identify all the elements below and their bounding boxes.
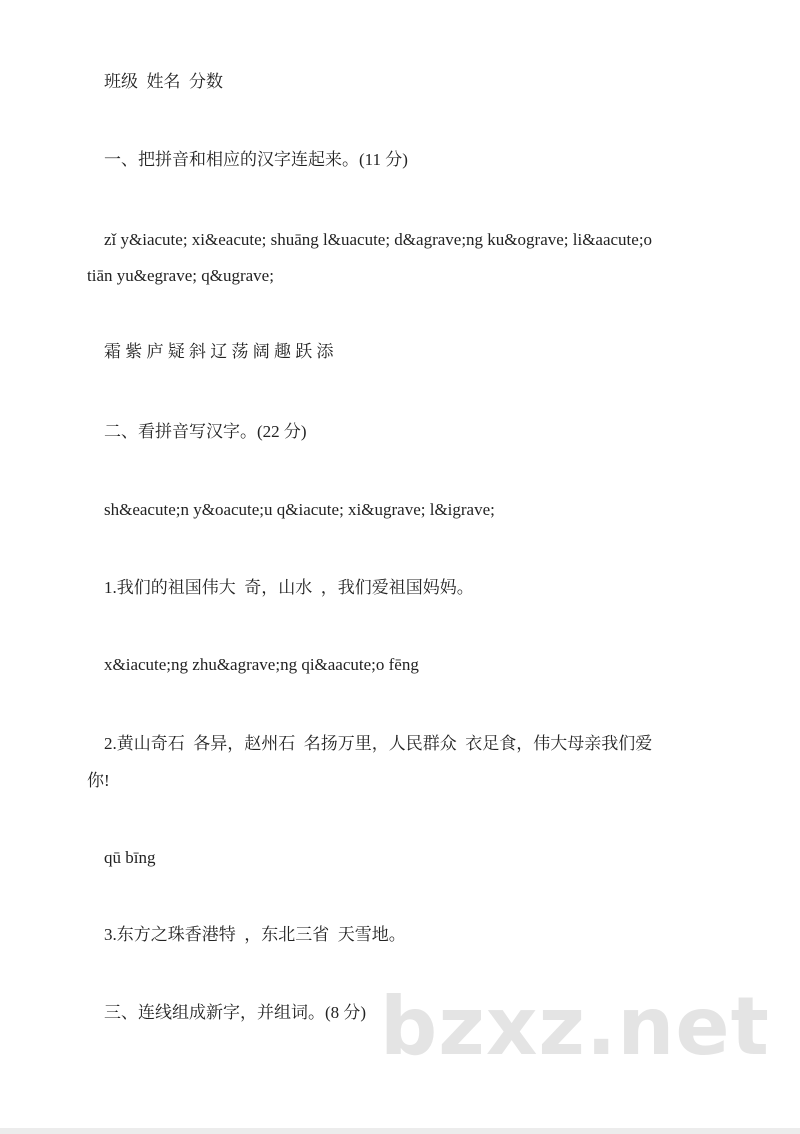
section2-question2-line2: 你! (87, 771, 110, 790)
section1-characters: 霜 紫 庐 疑 斜 辽 荡 阔 趣 跃 添 (104, 342, 334, 361)
section1-pinyin-line2: tiān yu&egrave; q&ugrave; (87, 266, 274, 285)
page-bottom-edge (0, 1128, 800, 1134)
section2-question1: 1.我们的祖国伟大 奇，山水 ，我们爱祖国妈妈。 (104, 578, 474, 597)
section3-title: 三、连线组成新字，并组词。(8 分) (104, 1003, 367, 1022)
section2-pinyin2: x&iacute;ng zhu&agrave;ng qi&aacute;o fēng (104, 655, 419, 674)
section1-title: 一、把拼音和相应的汉字连起来。(11 分) (104, 150, 408, 169)
section2-question2-line1: 2.黄山奇石 各异，赵州石 名扬万里，人民群众 衣足食，伟大母亲我们爱 (104, 734, 653, 753)
section2-title: 二、看拼音写汉字。(22 分) (104, 422, 307, 441)
header-class-name-score: 班级 姓名 分数 (104, 72, 223, 91)
section2-pinyin1: sh&eacute;n y&oacute;u q&iacute; xi&ugrave; l&igrave; (104, 500, 495, 519)
section1-pinyin-line1: zǐ y&iacute; xi&eacute; shuāng l&uacute; d&agrave;ng ku&ograve; li&aacute;o (104, 230, 653, 249)
section2-question3: 3.东方之珠香港特 ，东北三省 天雪地。 (104, 925, 406, 944)
watermark: bzxz.net (380, 980, 770, 1073)
section2-pinyin3: qū bīng (104, 848, 156, 867)
